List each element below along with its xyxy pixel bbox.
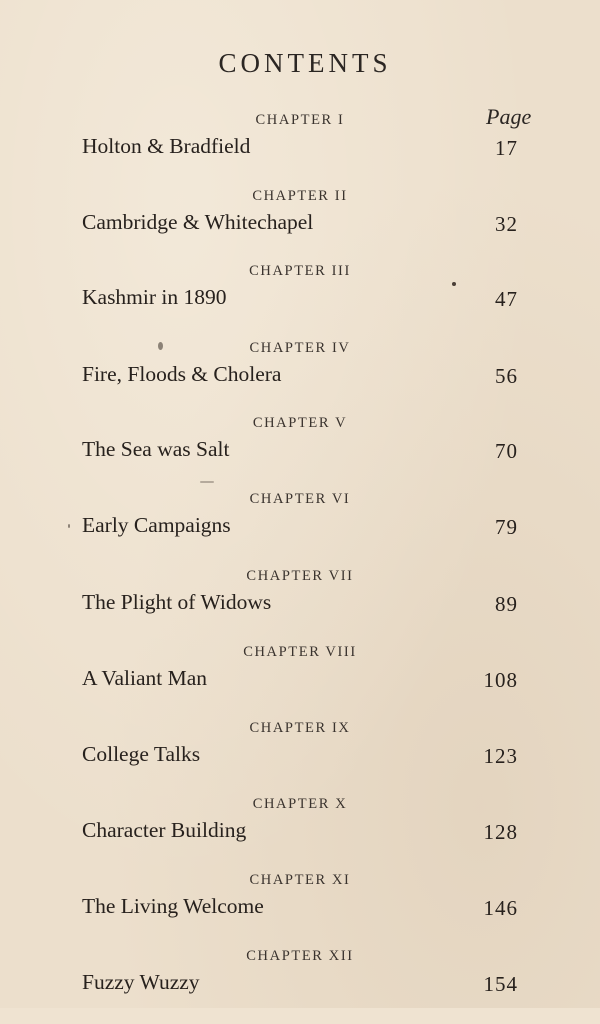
paper-speck — [452, 282, 456, 286]
chapter-entry-12 — [0, 948, 600, 1024]
chapter-label: CHAPTER VIII — [243, 644, 357, 660]
chapter-page-number: 89 — [495, 592, 518, 616]
chapter-entry-11 — [0, 872, 600, 948]
chapter-page-number: 154 — [483, 972, 518, 996]
paper-speck — [158, 342, 163, 350]
chapter-title: Cambridge & Whitechapel — [82, 210, 314, 234]
chapter-label: CHAPTER I — [255, 112, 345, 128]
chapter-entry-9 — [0, 720, 600, 796]
chapter-page-number: 47 — [495, 287, 518, 311]
chapter-label: CHAPTER IX — [249, 720, 351, 736]
chapter-title: Character Building — [82, 818, 247, 842]
chapter-page-number: 128 — [483, 820, 518, 844]
chapter-page-number: 123 — [483, 744, 518, 768]
paper-speck — [200, 481, 214, 483]
chapter-entry-6 — [0, 491, 600, 567]
contents-title: CONTENTS — [218, 48, 392, 78]
chapter-label: CHAPTER XI — [249, 872, 351, 888]
chapter-entry-10 — [0, 796, 600, 872]
chapter-entry-3 — [0, 263, 600, 339]
chapter-page-number: 32 — [495, 212, 518, 236]
page-column-header: Page — [486, 104, 532, 129]
chapter-entry-5 — [0, 415, 600, 491]
chapter-label: CHAPTER V — [252, 415, 348, 431]
chapter-page-number: 146 — [483, 896, 518, 920]
chapter-entry-2 — [0, 188, 600, 264]
chapter-page-number: 70 — [495, 439, 518, 463]
chapter-label: CHAPTER VI — [249, 491, 351, 507]
chapter-title: Fuzzy Wuzzy — [82, 970, 200, 994]
paper-speck — [68, 524, 70, 528]
chapter-label: CHAPTER III — [249, 263, 351, 279]
chapter-title: The Sea was Salt — [82, 437, 230, 461]
chapter-title: The Plight of Widows — [82, 590, 272, 614]
chapter-label: CHAPTER IV — [249, 340, 351, 356]
chapter-label: CHAPTER X — [252, 796, 348, 812]
chapter-page-number: 56 — [495, 364, 518, 388]
chapter-page-number: 108 — [483, 668, 518, 692]
chapter-title: The Living Welcome — [82, 894, 264, 918]
chapter-title: Fire, Floods & Cholera — [82, 362, 282, 386]
chapter-entry-1 — [0, 112, 600, 188]
chapter-label: CHAPTER II — [252, 188, 348, 204]
chapter-entry-8 — [0, 644, 600, 720]
chapter-title: College Talks — [82, 742, 201, 766]
chapter-entry-4 — [0, 340, 600, 416]
chapter-entry-7 — [0, 568, 600, 644]
chapter-title: Kashmir in 1890 — [82, 285, 227, 309]
chapter-label: CHAPTER VII — [246, 568, 354, 584]
chapter-page-number: 79 — [495, 515, 518, 539]
chapter-label: CHAPTER XII — [246, 948, 354, 964]
chapter-title: Early Campaigns — [82, 513, 231, 537]
chapter-title: A Valiant Man — [82, 666, 208, 690]
chapter-page-number: 17 — [495, 136, 518, 160]
chapter-title: Holton & Bradfield — [82, 134, 251, 158]
